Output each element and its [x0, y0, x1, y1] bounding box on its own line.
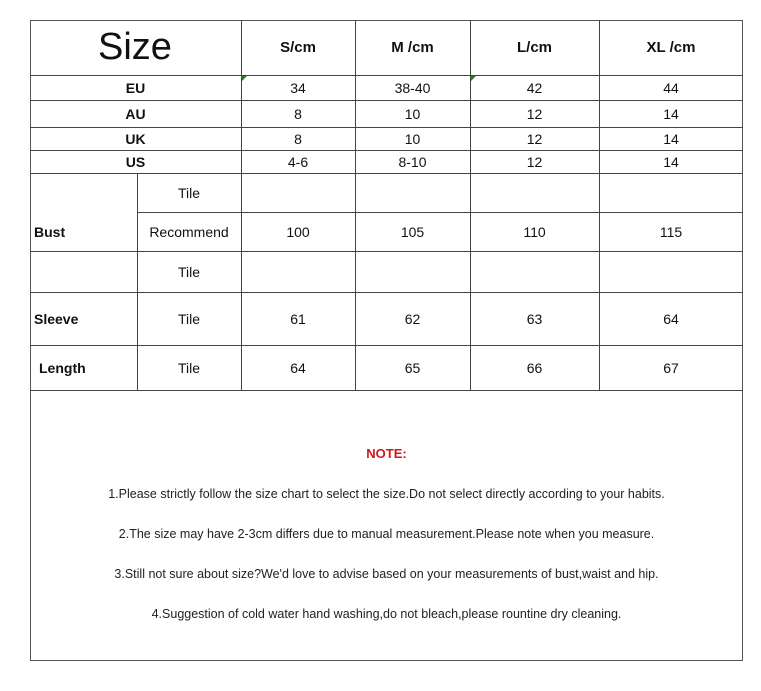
table-cell: 10 — [404, 105, 421, 122]
header-m: M /cm — [391, 39, 434, 56]
length-label: Length — [39, 359, 86, 376]
note-line: 1.Please strictly follow the size chart to select the size.Do not select directly according to your habits. — [108, 487, 665, 501]
table-cell: 14 — [663, 105, 679, 122]
bust-recommend-label: Recommend — [149, 223, 229, 240]
table-cell: 8-10 — [398, 153, 427, 170]
note-title: NOTE: — [366, 446, 407, 461]
table-cell: 64 — [663, 310, 679, 327]
note-line: 4.Suggestion of cold water hand washing,do not bleach,please rountine dry cleaning. — [151, 607, 622, 621]
table-cell: 12 — [526, 153, 543, 170]
table-cell: 38-40 — [394, 79, 431, 96]
table-cell: 12 — [526, 105, 543, 122]
table-cell: 14 — [663, 130, 679, 147]
note-line: 2.The size may have 2-3cm differs due to manual measurement.Please note when you measure. — [118, 527, 655, 541]
header-l: L/cm — [516, 39, 552, 56]
table-cell: 10 — [404, 130, 421, 147]
sleeve-label: Sleeve — [34, 310, 79, 327]
bust-tile-label: Tile — [177, 263, 201, 280]
table-cell: 4-6 — [287, 153, 309, 170]
table-cell: 14 — [663, 153, 679, 170]
table-cell: 12 — [526, 130, 543, 147]
header-xl: XL /cm — [646, 39, 696, 56]
table-cell: 67 — [663, 359, 679, 376]
table-cell: 66 — [526, 359, 543, 376]
table-cell: 100 — [286, 223, 310, 240]
table-cell: 63 — [526, 310, 543, 327]
table-cell: 110 — [523, 223, 546, 240]
bust-label: Bust — [34, 223, 66, 240]
table-cell: 8 — [294, 105, 302, 122]
table-cell: 34 — [290, 79, 306, 96]
size-title: Size — [98, 26, 172, 68]
table-cell: 64 — [290, 359, 306, 376]
table-cell: 44 — [663, 79, 679, 96]
table-cell: 105 — [400, 223, 425, 240]
region-label-uk: UK — [125, 130, 146, 147]
header-s: S/cm — [280, 39, 316, 56]
sleeve-tile-label: Tile — [177, 310, 201, 327]
region-label-au: AU — [125, 105, 146, 122]
table-cell: 65 — [404, 359, 421, 376]
region-label-us: US — [125, 153, 146, 170]
region-label-eu: EU — [125, 79, 146, 96]
table-cell: 61 — [290, 310, 306, 327]
bust-tile-label: Tile — [177, 184, 201, 201]
table-cell: 62 — [404, 310, 421, 327]
table-cell: 8 — [294, 130, 302, 147]
note-line: 3.Still not sure about size?We'd love to advise based on your measurements of bust,waist and hip. — [114, 567, 659, 581]
table-cell: 42 — [526, 79, 543, 96]
row-divider — [30, 390, 743, 391]
length-tile-label: Tile — [177, 359, 201, 376]
table-cell: 115 — [659, 223, 683, 240]
